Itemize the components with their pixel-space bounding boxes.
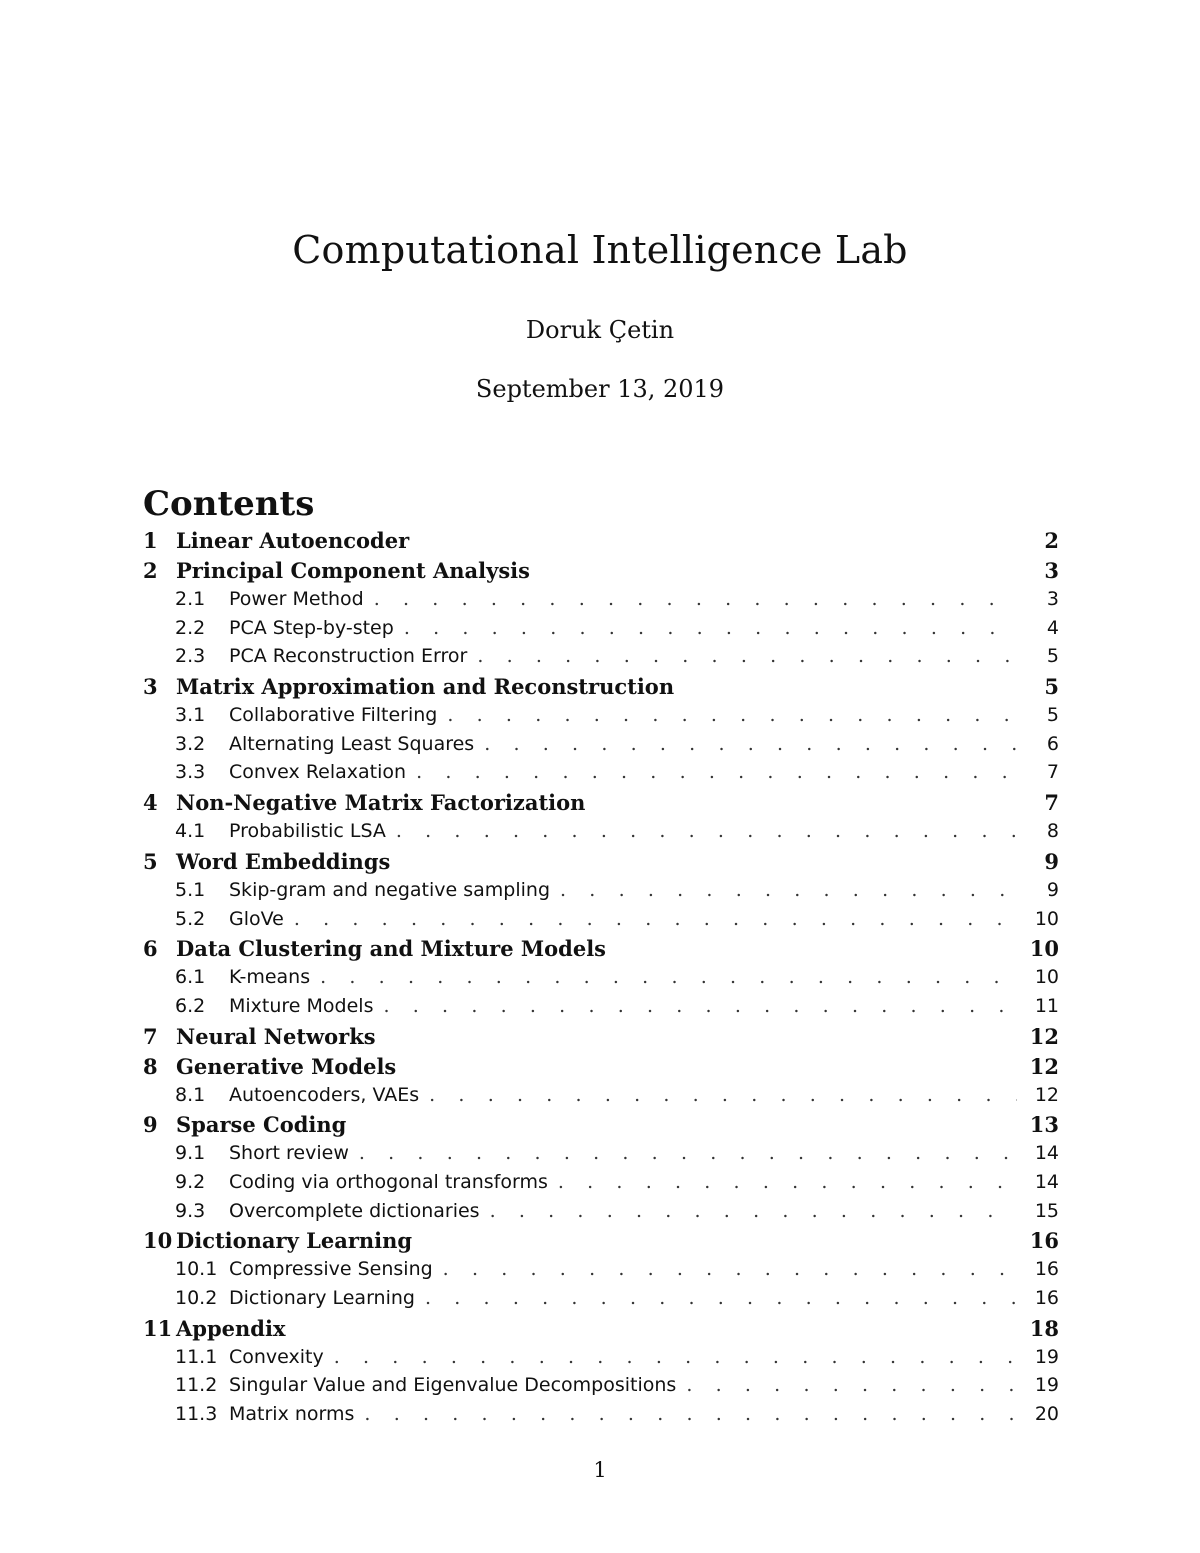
toc-entry-page: 5 [1046, 645, 1059, 668]
toc-entry-number: 11.3 [175, 1403, 218, 1426]
toc-entry-page: 10 [1029, 936, 1059, 962]
toc-subsection-entry[interactable] [143, 1403, 1059, 1432]
toc-entry-page: 14 [1034, 1142, 1059, 1165]
toc-entry-number: 6 [143, 936, 158, 962]
toc-entry-number: 3.2 [175, 732, 206, 755]
toc-entry-number: 4 [143, 790, 158, 816]
toc-entry-page: 15 [1034, 1199, 1059, 1222]
toc-entry-page: 9 [1046, 878, 1059, 901]
toc-entry-number: 2.2 [175, 616, 206, 639]
contents-heading: Contents [143, 484, 315, 524]
toc-subsection-entry[interactable] [143, 617, 1059, 646]
toc-entry-page: 12 [1029, 1023, 1059, 1049]
toc-entry-page: 19 [1034, 1374, 1059, 1397]
toc-entry-page: 16 [1034, 1258, 1059, 1281]
toc-entry-title: Coding via orthogonal transforms [229, 1170, 548, 1193]
toc-entry-number: 11.1 [175, 1345, 218, 1368]
toc-dot-leader [383, 995, 1016, 1017]
toc-entry-number: 5 [143, 848, 158, 874]
toc-section-entry[interactable] [143, 849, 1059, 879]
toc-entry-number: 1 [143, 528, 158, 553]
toc-subsection-entry[interactable] [143, 1171, 1059, 1200]
toc-entry-title: Collaborative Filtering [229, 704, 438, 727]
toc-entry-number: 10 [143, 1228, 173, 1254]
toc-dot-leader [425, 1287, 1017, 1309]
toc-entry-number: 11 [143, 1315, 173, 1341]
toc-entry-page: 12 [1029, 1053, 1059, 1079]
toc-entry-page: 8 [1046, 820, 1059, 843]
toc-section-entry[interactable] [143, 790, 1059, 820]
toc-entry-title: Linear Autoencoder [176, 528, 410, 553]
toc-dot-leader [359, 1142, 1017, 1164]
toc-subsection-entry[interactable] [143, 588, 1059, 617]
toc-entry-page: 11 [1034, 994, 1059, 1017]
toc-subsection-entry[interactable] [143, 966, 1059, 995]
toc-entry-title: PCA Step-by-step [229, 616, 394, 639]
toc-entry-page: 3 [1044, 558, 1059, 583]
toc-dot-leader [484, 733, 1017, 755]
toc-entry-number: 6.1 [175, 966, 206, 989]
toc-dot-leader [364, 1403, 1016, 1425]
toc-entry-page: 3 [1046, 588, 1059, 610]
toc-subsection-entry[interactable] [143, 645, 1059, 674]
toc-entry-title: Power Method [229, 588, 364, 610]
toc-entry-number: 11.2 [175, 1374, 218, 1397]
toc-section-entry[interactable] [143, 936, 1059, 966]
toc-entry-title: Mixture Models [229, 994, 374, 1017]
toc-entry-number: 10.2 [175, 1287, 218, 1309]
document-date: September 13, 2019 [475, 375, 725, 403]
toc-entry-page: 16 [1029, 1228, 1059, 1254]
toc-entry-title: Neural Networks [176, 1023, 376, 1049]
toc-entry-title: GloVe [229, 907, 284, 930]
toc-entry-title: Convexity [229, 1345, 324, 1368]
toc-entry-number: 4.1 [175, 820, 206, 843]
toc-dot-leader [320, 966, 1017, 988]
toc-entry-number: 2.1 [175, 588, 206, 610]
toc-entry-page: 2 [1044, 528, 1059, 553]
toc-entry-title: Generative Models [176, 1053, 397, 1079]
toc-subsection-entry[interactable] [143, 820, 1059, 849]
toc-entry-title: Convex Relaxation [229, 761, 407, 784]
toc-entry-number: 7 [143, 1023, 158, 1049]
toc-entry-page: 14 [1034, 1170, 1059, 1193]
toc-entry-number: 9.3 [175, 1199, 206, 1222]
toc-subsection-entry[interactable] [143, 1142, 1059, 1171]
toc-entry-number: 9.2 [175, 1170, 206, 1193]
toc-entry-title: Overcomplete dictionaries [229, 1199, 480, 1222]
document-title: Computational Intelligence Lab [292, 228, 908, 272]
toc-dot-leader [294, 908, 1017, 930]
toc-subsection-entry[interactable] [143, 1287, 1059, 1316]
toc-entry-number: 3.1 [175, 704, 206, 727]
toc-entry-number: 9 [143, 1112, 158, 1138]
toc-entry-page: 18 [1029, 1315, 1059, 1341]
toc-entry-title: Appendix [176, 1315, 286, 1341]
toc-section-entry[interactable] [143, 528, 1059, 558]
toc-entry-page: 10 [1034, 907, 1059, 930]
toc-entry-page: 4 [1046, 616, 1059, 639]
toc-section-entry[interactable] [143, 558, 1059, 588]
toc-dot-leader [374, 588, 1017, 610]
page-number: 1 [593, 1458, 607, 1482]
toc-entry-number: 5.1 [175, 878, 206, 901]
toc-entry-title: Compressive Sensing [229, 1258, 433, 1281]
toc-entry-title: Word Embeddings [176, 848, 391, 874]
toc-entry-number: 8 [143, 1053, 158, 1079]
toc-entry-page: 20 [1034, 1403, 1059, 1426]
toc-entry-number: 3 [143, 674, 158, 700]
toc-entry-page: 16 [1034, 1287, 1059, 1309]
toc-entry-number: 6.2 [175, 994, 206, 1017]
toc-subsection-entry[interactable] [143, 761, 1059, 790]
toc-entry-page: 7 [1044, 790, 1059, 816]
toc-entry-page: 7 [1046, 761, 1059, 784]
toc-dot-leader [477, 645, 1017, 667]
toc-dot-leader [429, 1084, 1017, 1106]
toc-subsection-entry[interactable] [143, 733, 1059, 762]
toc-dot-leader [416, 761, 1017, 783]
toc-entry-page: 19 [1034, 1345, 1059, 1368]
toc-dot-leader [396, 820, 1017, 842]
toc-entry-number: 2 [143, 558, 158, 583]
toc-entry-title: Non-Negative Matrix Factorization [176, 790, 586, 816]
toc-entry-title: Autoencoders, VAEs [229, 1083, 420, 1106]
toc-entry-number: 8.1 [175, 1083, 206, 1106]
toc-entry-number: 3.3 [175, 761, 206, 784]
document-author: Doruk Çetin [525, 316, 675, 344]
toc-subsection-entry[interactable] [143, 995, 1059, 1024]
toc-dot-leader [443, 1258, 1017, 1280]
toc-entry-page: 9 [1044, 848, 1059, 874]
toc-entry-title: Matrix norms [229, 1403, 355, 1426]
toc-subsection-entry[interactable] [143, 1374, 1059, 1403]
toc-section-entry[interactable] [143, 1228, 1059, 1258]
toc-entry-title: Dictionary Learning [176, 1228, 413, 1254]
toc-subsection-entry[interactable] [143, 1084, 1059, 1113]
toc-dot-leader [560, 879, 1017, 901]
toc-entry-number: 10.1 [175, 1258, 218, 1281]
toc-entry-title: Dictionary Learning [229, 1287, 415, 1309]
toc-entry-number: 5.2 [175, 907, 206, 930]
toc-subsection-entry[interactable] [143, 1258, 1059, 1287]
toc-entry-page: 13 [1029, 1112, 1059, 1138]
toc-entry-title: Principal Component Analysis [176, 558, 530, 583]
toc-section-entry[interactable] [143, 1024, 1059, 1054]
toc-subsection-entry[interactable] [143, 1200, 1059, 1229]
toc-dot-leader [558, 1171, 1017, 1193]
toc-entry-page: 5 [1046, 704, 1059, 727]
toc-entry-page: 10 [1034, 966, 1059, 989]
table-of-contents [143, 528, 1059, 1432]
toc-entry-page: 5 [1044, 674, 1059, 700]
toc-entry-page: 6 [1046, 732, 1059, 755]
toc-entry-number: 2.3 [175, 645, 206, 668]
toc-dot-leader [686, 1374, 1016, 1396]
toc-entry-title: Alternating Least Squares [229, 732, 475, 755]
toc-section-entry[interactable] [143, 1112, 1059, 1142]
toc-dot-leader [404, 617, 1017, 639]
toc-entry-title: K-means [229, 966, 311, 989]
toc-dot-leader [334, 1346, 1017, 1368]
toc-dot-leader [447, 704, 1017, 726]
toc-subsection-entry[interactable] [143, 908, 1059, 937]
toc-subsection-entry[interactable] [143, 879, 1059, 908]
toc-section-entry[interactable] [143, 1316, 1059, 1346]
toc-entry-title: Data Clustering and Mixture Models [176, 936, 606, 962]
toc-section-entry[interactable] [143, 1054, 1059, 1084]
toc-dot-leader [490, 1200, 1017, 1222]
toc-entry-title: Probabilistic LSA [229, 820, 386, 843]
toc-entry-title: Sparse Coding [176, 1112, 347, 1138]
toc-entry-title: PCA Reconstruction Error [229, 645, 468, 668]
toc-entry-page: 12 [1034, 1083, 1059, 1106]
toc-entry-title: Matrix Approximation and Reconstruction [176, 674, 675, 700]
toc-entry-title: Skip-gram and negative sampling [229, 878, 551, 901]
toc-entry-number: 9.1 [175, 1142, 206, 1165]
toc-section-entry[interactable] [143, 674, 1059, 704]
toc-subsection-entry[interactable] [143, 1346, 1059, 1375]
toc-entry-title: Short review [229, 1142, 349, 1165]
toc-subsection-entry[interactable] [143, 704, 1059, 733]
toc-entry-title: Singular Value and Eigenvalue Decompositions [229, 1374, 677, 1397]
